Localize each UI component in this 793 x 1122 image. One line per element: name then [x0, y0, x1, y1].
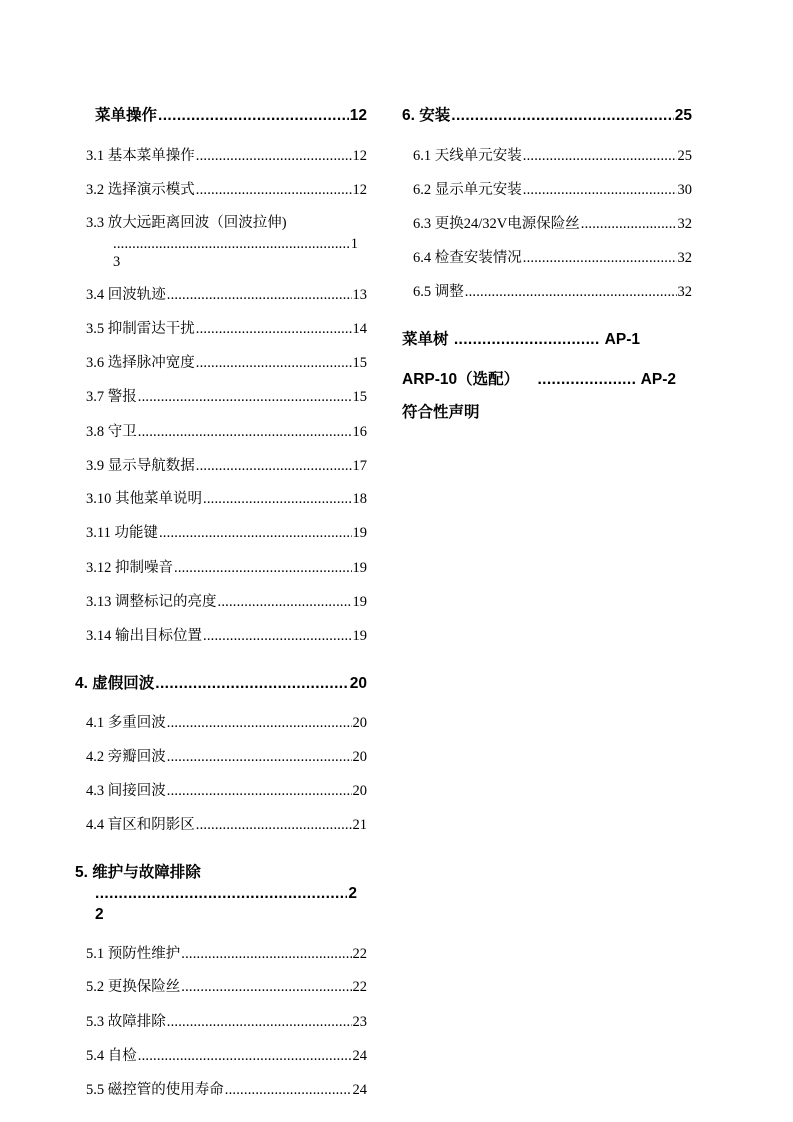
toc-entry-title: 5.1 预防性维护 — [86, 946, 181, 962]
dot-leader — [181, 979, 351, 996]
toc-entry-title: 6.3 更换24/32V电源保险丝 — [413, 216, 580, 232]
toc-entry[interactable] — [86, 779, 367, 800]
toc-entry[interactable] — [86, 813, 367, 834]
dot-leader — [465, 284, 677, 301]
toc-page-number: 20 — [352, 783, 367, 799]
toc-entry[interactable] — [86, 975, 367, 996]
toc-page-number: 32 — [677, 284, 692, 300]
toc-menu-tree[interactable] — [402, 327, 640, 349]
toc-page-number: 24 — [352, 1082, 367, 1098]
toc-entry[interactable] — [86, 385, 367, 406]
toc-page-number: 25 — [677, 148, 692, 164]
toc-section-title: 4. 虚假回波 — [75, 675, 155, 692]
toc-page-number: 22 — [352, 979, 367, 995]
dot-leader — [196, 321, 352, 338]
toc-page-number: 19 — [352, 628, 367, 644]
toc-page-number: 32 — [677, 250, 692, 266]
toc-entry[interactable] — [86, 711, 367, 732]
toc-entry[interactable] — [86, 1044, 367, 1065]
toc-entry-title: 6.2 显示单元安装 — [413, 182, 522, 198]
dot-leader — [113, 236, 350, 253]
toc-entry[interactable] — [86, 590, 367, 611]
toc-page-number: 2 — [95, 906, 104, 923]
toc-entry[interactable] — [86, 144, 367, 165]
toc-page-number: 32 — [677, 216, 692, 232]
dot-leader — [138, 424, 352, 441]
toc-page-number: 12 — [349, 107, 367, 124]
toc-entry-continuation[interactable] — [113, 236, 358, 253]
toc-entry-title: 6.4 检查安装情况 — [413, 250, 522, 266]
toc-entry[interactable] — [86, 351, 367, 372]
toc-arp10[interactable] — [402, 367, 676, 389]
toc-page-number: 19 — [352, 594, 367, 610]
toc-page-number: 12 — [352, 148, 367, 164]
toc-entry-title: 3.13 调整标记的亮度 — [86, 594, 217, 610]
toc-page-number: 15 — [352, 355, 367, 371]
toc-section-4[interactable] — [75, 671, 367, 693]
toc-entry[interactable] — [86, 420, 367, 441]
toc-page-number: 24 — [352, 1048, 367, 1064]
dot-leader — [181, 946, 351, 963]
toc-entry-title: 5.5 磁控管的使用寿命 — [86, 1082, 224, 1098]
toc-entry-title: 3.2 选择演示模式 — [86, 182, 195, 198]
dot-leader — [167, 749, 352, 766]
toc-page-number: AP-1 — [600, 331, 640, 348]
toc-entry-title: 4.4 盲区和阴影区 — [86, 817, 195, 833]
dot-leader — [196, 458, 352, 475]
dot-leader — [167, 287, 352, 304]
toc-page-number: 30 — [677, 182, 692, 198]
toc-page-number: 16 — [352, 424, 367, 440]
dot-leader — [174, 560, 352, 577]
toc-page-number: 25 — [674, 107, 692, 124]
dot-leader — [138, 1048, 352, 1065]
toc-page-number: 19 — [352, 560, 367, 576]
toc-entry-title[interactable]: 3.3 放大远距离回波（回波拉伸) — [86, 215, 287, 231]
toc-section-5-continuation[interactable] — [95, 885, 357, 903]
dot-leader — [218, 594, 352, 611]
toc-page-number: AP-2 — [636, 371, 676, 388]
dot-leader — [167, 783, 352, 800]
toc-entry[interactable] — [86, 521, 367, 542]
dot-leader — [167, 1014, 352, 1031]
toc-entry-title: 4.2 旁瓣回波 — [86, 749, 166, 765]
dot-leader — [196, 817, 352, 834]
dot-leader — [158, 107, 349, 125]
toc-page-number: 21 — [352, 817, 367, 833]
toc-page-number: 15 — [352, 389, 367, 405]
dot-leader — [138, 389, 352, 406]
toc-section-title: 菜单操作 — [95, 107, 158, 124]
toc-entry-title: 3.14 输出目标位置 — [86, 628, 202, 644]
toc-section-6[interactable] — [402, 103, 692, 125]
toc-conformity-declaration[interactable]: 符合性声明 — [402, 404, 480, 421]
toc-entry[interactable] — [413, 280, 692, 301]
dot-leader — [451, 107, 674, 125]
toc-entry-title: 3.5 抑制雷达干扰 — [86, 321, 195, 337]
dot-leader — [523, 148, 677, 165]
dot-leader — [167, 715, 352, 732]
toc-entry[interactable] — [86, 283, 367, 304]
toc-page-number: 23 — [352, 1014, 367, 1030]
toc-entry-title: 5.4 自检 — [86, 1048, 137, 1064]
toc-entry-title: 4.1 多重回波 — [86, 715, 166, 731]
dot-leader — [196, 355, 352, 372]
dot-leader — [95, 885, 347, 903]
toc-entry-title: 5.3 故障排除 — [86, 1014, 166, 1030]
dot-leader — [523, 182, 677, 199]
toc-entry[interactable] — [413, 178, 692, 199]
toc-entry-title: 6.1 天线单元安装 — [413, 148, 522, 164]
dot-leader — [537, 371, 636, 389]
toc-section-title: ARP-10（选配） — [402, 371, 524, 388]
toc-entry-title: 3.11 功能键 — [86, 525, 158, 541]
toc-section-5-title[interactable]: 5. 维护与故障排除 — [75, 864, 201, 881]
toc-page-number: 18 — [352, 491, 367, 507]
toc-entry[interactable] — [86, 487, 367, 508]
toc-entry[interactable] — [413, 212, 692, 233]
dot-leader — [225, 1082, 352, 1099]
dot-leader — [523, 250, 677, 267]
dot-leader — [203, 628, 352, 645]
toc-entry[interactable] — [86, 1010, 367, 1031]
toc-entry[interactable] — [86, 1078, 367, 1099]
toc-entry[interactable] — [86, 317, 367, 338]
toc-entry[interactable] — [86, 454, 367, 475]
toc-entry[interactable] — [86, 942, 367, 963]
dot-leader — [196, 148, 352, 165]
toc-entry-title: 3.12 抑制噪音 — [86, 560, 173, 576]
dot-leader — [581, 216, 677, 233]
toc-page-number: 1 — [350, 236, 358, 252]
toc-entry-title: 3.10 其他菜单说明 — [86, 491, 202, 507]
toc-entry[interactable] — [413, 246, 692, 267]
toc-page-number: 3 — [113, 254, 121, 270]
toc-entry-title: 3.9 显示导航数据 — [86, 458, 195, 474]
dot-leader — [196, 182, 352, 199]
toc-entry-title: 4.3 间接回波 — [86, 783, 166, 799]
toc-page-number: 17 — [352, 458, 367, 474]
toc-page-number: 13 — [352, 287, 367, 303]
toc-entry-title: 3.7 警报 — [86, 389, 137, 405]
toc-entry[interactable] — [86, 745, 367, 766]
toc-page-number: 14 — [352, 321, 367, 337]
dot-leader — [454, 331, 600, 349]
toc-entry-title: 5.2 更换保险丝 — [86, 979, 181, 995]
toc-section-title: 菜单树 — [402, 331, 453, 348]
toc-entry[interactable] — [86, 624, 367, 645]
toc-entry-title: 3.1 基本菜单操作 — [86, 148, 195, 164]
toc-entry[interactable] — [86, 178, 367, 199]
toc-section-3[interactable] — [95, 103, 367, 125]
toc-section-title: 6. 安装 — [402, 107, 451, 124]
toc-entry[interactable] — [86, 556, 367, 577]
toc-page-number: 20 — [352, 749, 367, 765]
toc-entry-title: 3.4 回波轨迹 — [86, 287, 166, 303]
dot-leader — [203, 491, 352, 508]
toc-page-number: 20 — [352, 715, 367, 731]
toc-page-number: 19 — [352, 525, 367, 541]
toc-page-number: 12 — [352, 182, 367, 198]
toc-entry-title: 6.5 调整 — [413, 284, 464, 300]
toc-page-number: 22 — [352, 946, 367, 962]
dot-leader — [159, 525, 352, 542]
toc-entry-title: 3.8 守卫 — [86, 424, 137, 440]
dot-leader — [155, 675, 349, 693]
toc-page-number: 20 — [349, 675, 367, 692]
toc-entry[interactable] — [413, 144, 692, 165]
toc-page-number: 2 — [348, 885, 357, 902]
toc-entry-title: 3.6 选择脉冲宽度 — [86, 355, 195, 371]
